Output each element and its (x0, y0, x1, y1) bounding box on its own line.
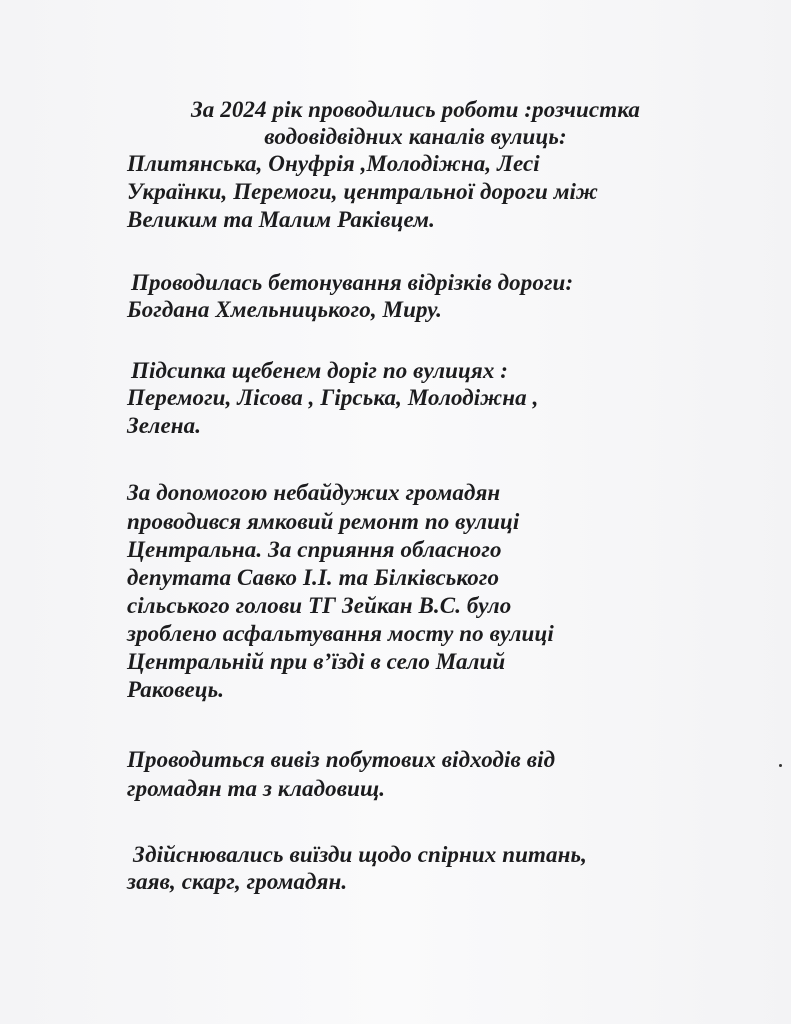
text-line: Здійснювались виїзди щодо спірних питань, (133, 842, 587, 867)
text-line: Проводилась бетонування відрізків дороги: (131, 270, 574, 295)
text-line: Великим та Малим Раківцем. (127, 207, 435, 232)
text-line: Центральній при в’їзді в село Малий (127, 649, 506, 674)
text-line: За допомогою небайдужих громадян (127, 480, 501, 505)
text-line: зроблено асфальтування мосту по вулиці (127, 621, 554, 646)
text-line: Богдана Хмельницького, Миру. (127, 297, 442, 322)
text-line: сільського голови ТГ Зейкан В.С. було (127, 593, 512, 618)
text-line: Зелена. (127, 413, 202, 438)
text-line: Раковець. (127, 677, 225, 702)
text-line: Перемоги, Лісова , Гірська, Молодіжна , (127, 385, 539, 410)
text-line: Підсипка щебенем доріг по вулицях : (131, 358, 509, 383)
text-line: депутата Савко І.І. та Білківського (127, 565, 500, 590)
text-line: Українки, Перемоги, центральної дороги між (127, 179, 599, 204)
text-line: Проводиться вивіз побутових відходів від (127, 747, 556, 772)
text-line: За 2024 рік проводились роботи :розчистка (190, 97, 640, 122)
text-line: громадян та з кладовищ. (127, 776, 386, 801)
text-line: Плитянська, Онуфрія ,Молодіжна, Лесі (127, 151, 540, 176)
scan-speck (779, 764, 782, 767)
text-line: проводився ямковий ремонт по вулиці (127, 509, 520, 534)
text-line: заяв, скарг, громадян. (127, 869, 348, 894)
text-line: Центральна. За сприяння обласного (127, 537, 502, 562)
text-line: водовідвідних каналів вулиць: (264, 124, 567, 149)
